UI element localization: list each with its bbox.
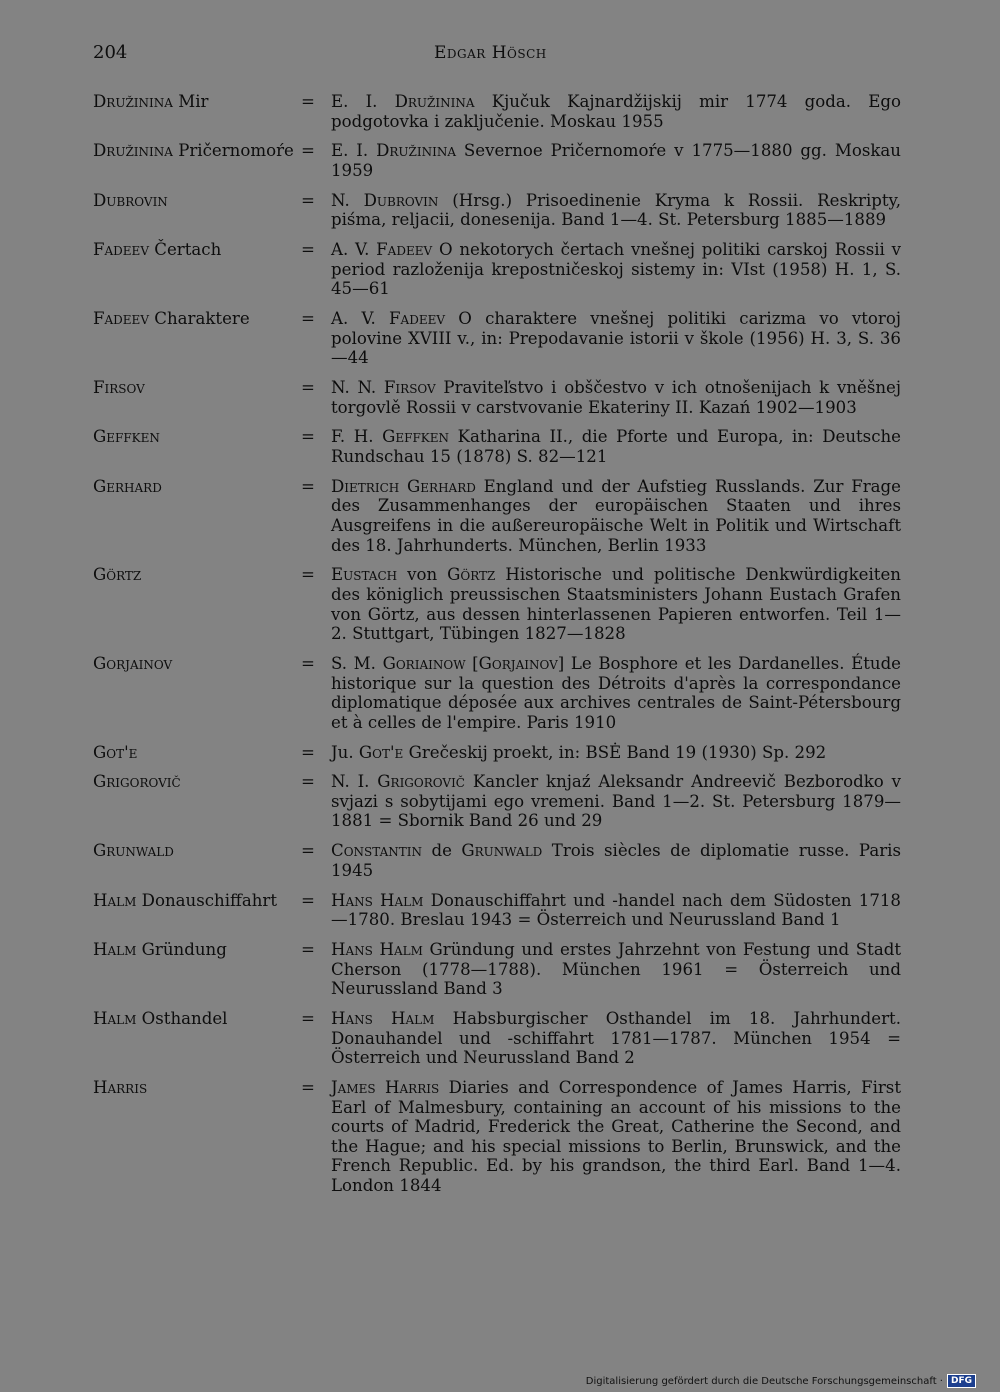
bibliography-entry (93, 940, 901, 999)
equals-sign: = (301, 940, 315, 959)
bibliography-entry (93, 841, 901, 880)
equals-sign: = (301, 1077, 315, 1097)
citation-segment: Katharina II., die Pforte und Europa, in: Deutsche Rundschau 15 (1878) S. 82—121 (331, 427, 901, 467)
footer (586, 1374, 976, 1388)
citation-segment: Historische und politische Denkwürdigkeiten des königlich preussischen Staatsministers Johann Eustach Grafen von Görtz, aus dessen hinterlassenen Papieren entworfen. Teil 1—2. Stuttgart, Tübingen 1827—1828 (331, 565, 901, 644)
entry-short-title (93, 565, 301, 643)
entry-full-citation (331, 1078, 901, 1196)
equals-sign: = (301, 141, 315, 161)
short-title-segment: Fadeev (93, 240, 149, 260)
entry-short-title (93, 654, 301, 732)
citation-segment: Grigorovič (377, 772, 465, 792)
entry-full-citation (331, 772, 901, 831)
citation-segment: Grečeskij proekt, in: BSĖ Band 19 (1930) Sp. 292 (403, 742, 827, 762)
citation-segment: Grunwald (461, 841, 543, 861)
bibliography-entry (93, 92, 901, 131)
entry-full-citation (331, 240, 901, 299)
entry-short-title (93, 1009, 301, 1068)
footer-text: Digitalisierung gefördert durch die Deutsche Forschungsgemeinschaft · (585, 1375, 943, 1387)
bibliography-entry (93, 654, 901, 732)
equals-sign: = (301, 378, 315, 398)
bibliography-entry (93, 891, 901, 930)
short-title-segment: Got'e (93, 742, 138, 762)
bibliography-entry (93, 141, 901, 180)
citation-segment: Fadeev (376, 240, 433, 260)
citation-segment: Družinina (376, 141, 456, 161)
entry-full-citation (331, 654, 901, 732)
entry-short-title (93, 141, 301, 180)
equals-sign: = (301, 190, 315, 210)
equals-sign: = (301, 427, 315, 447)
short-title-segment: Halm (93, 1008, 137, 1028)
bibliography-entry (93, 772, 901, 831)
citation-segment: Trois siècles de diplomatie russe. Paris 1945 (331, 841, 901, 880)
citation-segment: Fadeev (389, 309, 446, 329)
citation-segment: Kancler knjaź Aleksandr Andreevič Bezborodko v svjazi s sobytijami ego vremeni. Band 1—2. St. Petersburg 1879—1881 = Sbornik Band 26 und 29 (331, 772, 901, 831)
citation-segment: Praviteľstvo i obščestvo v ich otnošenijach k vněšnej torgovlě Rossii v carstvovanie Ekateriny II. Kazań 1902—1903 (331, 378, 902, 417)
short-title-segment: Grunwald (93, 841, 174, 861)
citation-segment: A. V. (331, 309, 390, 329)
equals-sign: = (301, 1008, 315, 1028)
equals-sign: = (301, 742, 315, 762)
equals-sign: = (301, 309, 315, 329)
equals-sign: = (301, 653, 315, 673)
citation-segment: Eustach (331, 565, 398, 585)
equals-sign: = (301, 772, 315, 792)
citation-segment: ] Le Bosphore et les Dardanelles. Étude historique sur la question des Détroits d'après la correspondance diplomatique déposée aux archives centrales de Saint-Pétersbourg et à celles de l'empire. Paris 1910 (331, 653, 902, 732)
citation-segment: Görtz (447, 565, 496, 585)
equals-sign: = (301, 476, 315, 496)
citation-segment: Constantin (331, 841, 423, 861)
entry-full-citation (331, 378, 901, 417)
bibliography-entry (93, 191, 901, 230)
entry-short-title (93, 92, 301, 131)
citation-segment: F. H. (331, 427, 383, 447)
running-head: Edgar Hösch (434, 43, 547, 63)
bibliography-entry (93, 427, 901, 466)
short-title-segment: Fadeev (93, 309, 149, 329)
entry-short-title (93, 378, 301, 417)
short-title-segment: Gründung (136, 940, 227, 959)
citation-segment: de (422, 841, 462, 861)
entry-short-title (93, 743, 301, 763)
short-title-segment: Halm (93, 890, 137, 910)
entry-full-citation (331, 141, 901, 180)
short-title-segment: Dubrovin (93, 190, 168, 210)
short-title-segment: Firsov (93, 378, 145, 398)
entry-short-title (93, 477, 301, 555)
short-title-segment: Harris (93, 1077, 148, 1097)
citation-segment: E. I. (331, 92, 395, 111)
short-title-segment: Družinina (93, 92, 173, 111)
page-number: 204 (93, 42, 128, 63)
citation-segment: Hans Halm (331, 940, 423, 959)
entry-short-title (93, 772, 301, 831)
equals-sign: = (301, 890, 315, 910)
short-title-segment: Halm (93, 940, 137, 959)
entry-short-title (93, 891, 301, 930)
short-title-segment: Charaktere (149, 309, 250, 329)
entry-full-citation (331, 427, 901, 466)
entry-short-title (93, 940, 301, 999)
bibliography-entry (93, 1009, 901, 1068)
short-title-segment: Čertach (149, 240, 222, 260)
short-title-segment: Mir (172, 92, 209, 111)
citation-segment: Dietrich Gerhard (331, 476, 476, 496)
citation-segment: Severnoe Pričernomoŕe v 1775—1880 gg. Moskau 1959 (331, 141, 901, 180)
short-title-segment: Pričernomoŕe (172, 141, 294, 161)
citation-segment: S. M. (331, 653, 383, 673)
citation-segment: Got'e (358, 742, 404, 762)
short-title-segment: Družinina (93, 141, 173, 161)
bibliography-entry (93, 743, 901, 763)
citation-segment: von (397, 565, 448, 585)
citation-segment: A. V. (331, 240, 377, 260)
citation-segment: N. (331, 190, 364, 210)
entry-full-citation (331, 309, 901, 368)
citation-segment: N. N. (331, 378, 384, 398)
entry-full-citation (331, 565, 901, 643)
equals-sign: = (301, 841, 315, 861)
citation-segment: Geffken (382, 427, 450, 447)
bibliography-entry (93, 565, 901, 643)
entry-full-citation (331, 92, 901, 131)
equals-sign: = (301, 240, 315, 260)
citation-segment: Habsburgischer Osthandel im 18. Jahrhundert. Donauhandel und -schiffahrt 1781—1787. München 1954 = Österreich und Neurussland Band 2 (331, 1008, 902, 1068)
bibliography-entry (93, 1078, 901, 1196)
citation-segment: Ju. (331, 742, 359, 762)
short-title-segment: Grigorovič (93, 772, 181, 792)
citation-segment: O charaktere vnešnej politiki carizma vo vtoroj polovine XVIII v., in: Prepodavanie istorii v škole (1956) H. 3, S. 36—44 (331, 309, 901, 368)
citation-segment: Donauschiffahrt und -handel nach dem Südosten 1718—1780. Breslau 1943 = Österreich und Neurussland Band 1 (331, 890, 901, 930)
bibliography-entry (93, 309, 901, 368)
bibliography-entry (93, 378, 901, 417)
entry-short-title (93, 191, 301, 230)
short-title-segment: Görtz (93, 565, 142, 585)
citation-segment: James Harris (331, 1077, 440, 1097)
citation-segment: Hans Halm (331, 1008, 435, 1028)
equals-sign: = (301, 92, 315, 111)
equals-sign: = (301, 565, 315, 585)
entry-short-title (93, 427, 301, 466)
citation-segment: O nekotorych čertach vnešnej politiki carskoj Rossii v period razloženija krepostničeskoj sistemy in: VIst (1958) H. 1, S. 45—61 (331, 240, 901, 299)
citation-segment: Hans Halm (331, 890, 424, 910)
short-title-segment: Geffken (93, 427, 160, 447)
entry-full-citation (331, 477, 901, 555)
citation-segment: Diaries and Correspondence of James Harris, First Earl of Malmesbury, containing an account of his missions to the courts of Madrid, Frederick the Great, Catherine the Second, and the Hague; and his special missions to Berlin, Brunswick, and the French Republic. Ed. by his grandson, the third Earl. Band 1—4. London 1844 (331, 1077, 901, 1195)
entry-short-title (93, 309, 301, 368)
entry-full-citation (331, 841, 901, 880)
entry-full-citation (331, 743, 901, 763)
entry-short-title (93, 240, 301, 299)
citation-segment: [ (465, 653, 479, 673)
bibliography-entry (93, 240, 901, 299)
bibliography-entry (93, 477, 901, 555)
short-title-segment: Gorjainov (93, 653, 173, 673)
entry-full-citation (331, 1009, 901, 1068)
citation-segment: Kjučuk Kajnardžijskij mir 1774 goda. Ego podgotovka i zaključenie. Moskau 1955 (331, 92, 901, 131)
short-title-segment: Gerhard (93, 476, 162, 496)
entry-full-citation (331, 191, 901, 230)
dfg-logo: DFG (947, 1374, 976, 1388)
citation-segment: Firsov (383, 378, 436, 398)
citation-segment: Družinina (394, 92, 475, 111)
citation-segment: Gründung und erstes Jahrzehnt von Festung und Stadt Cherson (1778—1788). München 1961 = Österreich und Neurussland Band 3 (331, 940, 902, 999)
citation-segment: Goriainow (382, 653, 466, 673)
bibliography-list (93, 92, 901, 1206)
entry-short-title (93, 841, 301, 880)
citation-segment: E. I. (331, 141, 377, 161)
short-title-segment: Osthandel (136, 1008, 228, 1028)
citation-segment: Gorjainov (478, 653, 558, 673)
citation-segment: N. I. (331, 772, 378, 792)
citation-segment: Dubrovin (363, 190, 439, 210)
entry-short-title (93, 1078, 301, 1196)
entry-full-citation (331, 891, 901, 930)
short-title-segment: Donauschiffahrt (136, 890, 278, 910)
citation-segment: (Hrsg.) Prisoedinenie Kryma k Rossii. Reskripty, piśma, reljacii, donesenija. Band 1—4. St. Petersburg 1885—1889 (331, 190, 902, 230)
citation-segment: England und der Aufstieg Russlands. Zur Frage des Zusammenhanges der europäischen Staaten und ihres Ausgreifens in die außereuropäische Welt in Politik und Wirtschaft des 18. Jahrhunderts. München, Berlin 1933 (331, 476, 901, 555)
entry-full-citation (331, 940, 901, 999)
